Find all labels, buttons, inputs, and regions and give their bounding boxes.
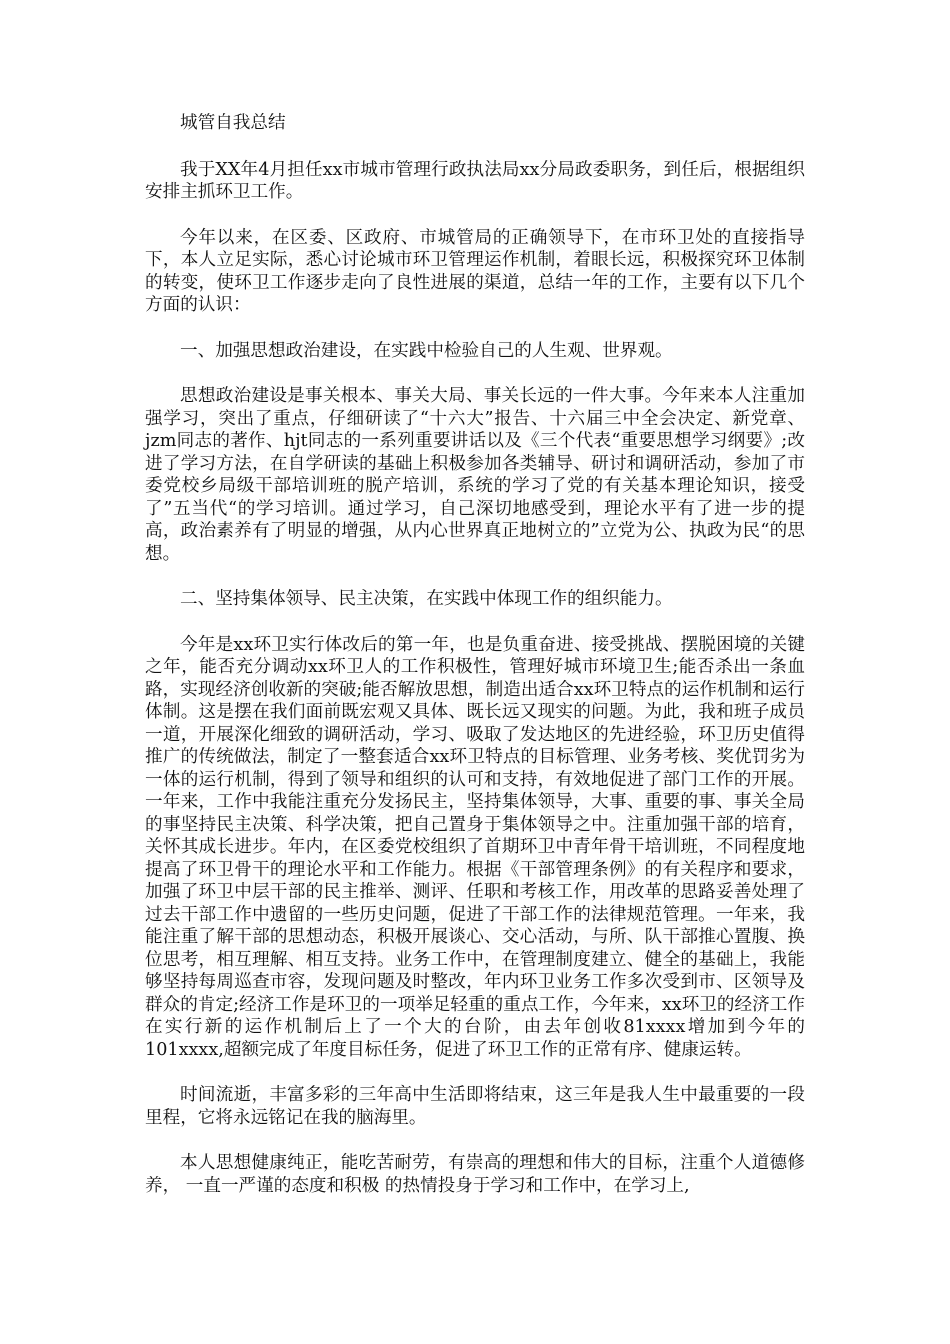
paragraph-intro: 今年以来，在区委、区政府、市城管局的正确领导下，在市环卫处的直接指导下，本人立足实际，悉心讨论城市环卫管理运作机制，着眼长远，积极探究环卫体制的转变，使环卫工作逐步走向了良性进展的渠道，总结一年的工作，主要有以下几个方面的认识： (145, 227, 805, 315)
paragraph-work-detail: 今年是xx环卫实行体改后的第一年，也是负重奋进、接受挑战、摆脱困境的关键之年，能否充分调动xx环卫人的工作积极性，管理好城市环境卫生;能否杀出一条血路，实现经济创收新的突破;能否解放思想，制造出适合xx环卫特点的运作机制和运行体制。这是摆在我们面前既宏观又具体、既长远又现实的问题。为此，我和班子成员一道，开展深化细致的调研活动，学习、吸取了发达地区的先进经验，环卫历史值得推广的传统做法，制定了一整套适合xx环卫特点的目标管理、业务考核、奖优罚劣为一体的运行机制，得到了领导和组织的认可和支持，有效地促进了部门工作的开展。一年来，工作中我能注重充分发扬民主，坚持集体领导，大事、重要的事、事关全局的事坚持民主决策、科学决策，把自己置身于集体领导之中。注重加强干部的培育，关怀其成长进步。年内，在区委党校组织了首期环卫中青年骨干培训班，不同程度地提高了环卫骨干的理论水平和工作能力。根据《干部管理条例》的有关程序和要求，加强了环卫中层干部的民主推举、测评、任职和考核工作，用改革的思路妥善处理了过去干部工作中遗留的一些历史问题，促进了干部工作的法律规范管理。一年来，我能注重了解干部的思想动态，积极开展谈心、交心活动，与所、队干部推心置腹、换位思考，相互理解、相互支持。业务工作中，在管理制度建立、健全的基础上，我能够坚持每周巡查市容，发现问题及时整改，年内环卫业务工作多次受到市、区领导及群众的肯定;经济工作是环卫的一项举足轻重的重点工作，今年来，xx环卫的经济工作在实行新的运作机制后上了一个大的台阶，由去年创收81xxxx增加到今年的101xxxx,超额完成了年度目标任务，促进了环卫工作的正常有序、健康运转。 (145, 634, 805, 1060)
document-title: 城管自我总结 (180, 113, 286, 133)
section-heading-2: 二、坚持集体领导、民主决策，在实践中体现工作的组织能力。 (180, 589, 673, 609)
paragraph-political-study: 思想政治建设是事关根本、事关大局、事关长远的一件大事。今年来本人注重加强学习，突出了重点，仔细研读了“十六大”报告、十六届三中全会决定、新党章、jzm同志的著作、hjt同志的一系列重要讲话以及《三个代表“重要思想学习纲要》;改进了学习方法，在自学研读的基础上积极参加各类辅导、研讨和调研活动，参加了市委党校乡局级干部培训班的脱产培训，系统的学习了党的有关基本理论知识，接受了”五当代“的学习培训。通过学习，自己深切地感受到，理论水平有了进一步的提高，政治素养有了明显的增强，从内心世界真正地树立的”立党为公、执政为民“的思想。 (145, 386, 805, 564)
section-heading-1: 一、加强思想政治建设，在实践中检验自己的人生观、世界观。 (180, 340, 673, 361)
paragraph-self-assessment: 本人思想健康纯正，能吃苦耐劳，有崇高的理想和伟大的目标，注重个人道德修养， 一直一严谨的态度和积极 的热情投身于学习和工作中，在学习上, (145, 1153, 805, 1196)
paragraph-high-school: 时间流逝，丰富多彩的三年高中生活即将结束，这三年是我人生中最重要的一段里程，它将永远铭记在我的脑海里。 (145, 1085, 805, 1128)
paragraph-appointment: 我于XX年4月担任xx市城市管理行政执法局xx分局政委职务，到任后，根据组织安排主抓环卫工作。 (145, 159, 805, 202)
document-body (145, 112, 805, 1220)
